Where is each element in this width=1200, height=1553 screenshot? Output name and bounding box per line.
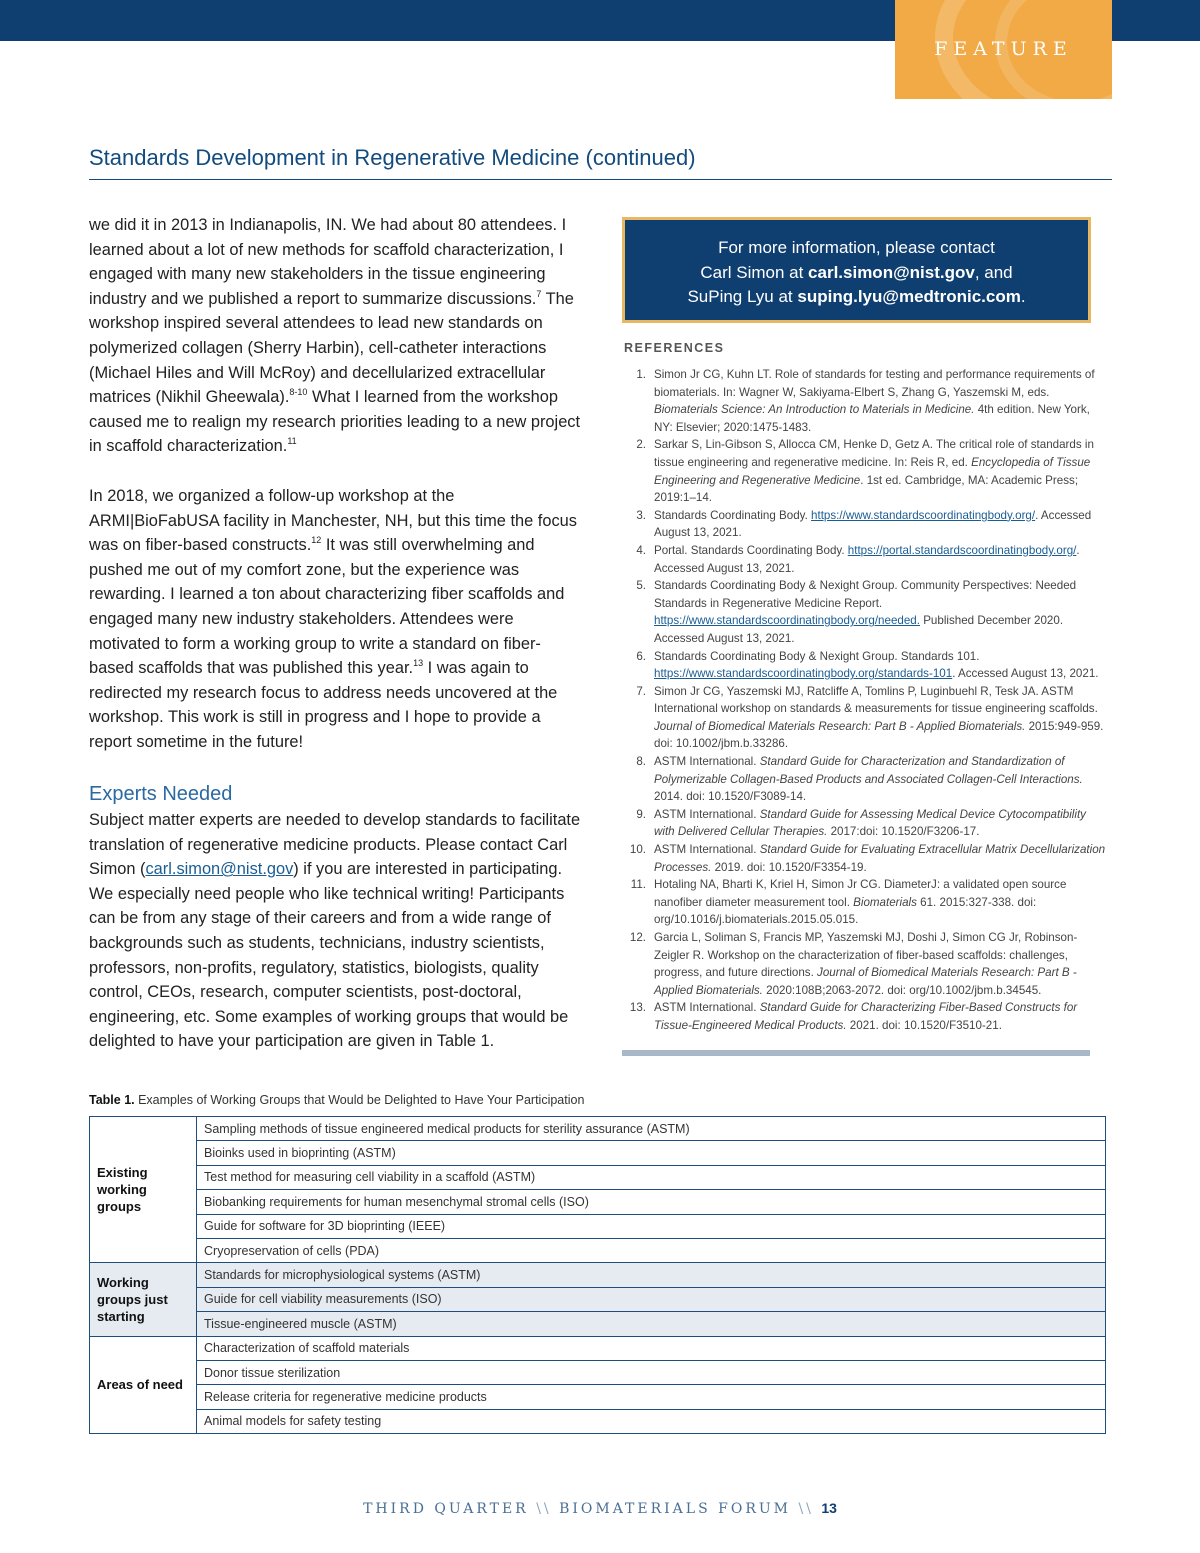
- body-paragraph-2: In 2018, we organized a follow-up workshop at the ARMI|BioFabUSA facility in Manchester, NH, but this time the focus was on fiber-based constructs.$^{12}$ It was still overwhelming and pushed me out of my comfort zone, but the experience was rewarding. I learned a ton about characterizing fiber scaffolds and engaged many new industry stakeholders. Attendees were motivated to form a working group to write a standard on fiber-based scaffolds that was published this year.$^{13}$ I was again to redirected my research focus to address needs uncovered at the workshop. This work is still in progress and I hope to provide a report sometime in the future!: [89, 487, 577, 751]
- table-cell: Sampling methods of tissue engineered medical products for sterility assurance (ASTM): [197, 1117, 1106, 1141]
- reference-item: 7. Simon Jr CG, Yaszemski MJ, Ratcliffe A, Tomlins P, Luginbuehl R, Tesk JA. ASTM International workshop on standards & measurements for tissue engineering scaffolds. Journal of Biomedical Materials Research: Part B - Applied Biomaterials. 2015:949-959. doi: 10.1002/jbm.b.33286.: [636, 684, 1104, 751]
- table-row: [90, 1141, 1106, 1165]
- table-cell: Release criteria for regenerative medicine products: [197, 1385, 1106, 1409]
- reference-item: 8. ASTM International. Standard Guide for Characterization and Standardization of Polymerizable Collagen-Based Products and Associated Collagen-Cell Interactions. 2014. doi: 10.1520/F3089-14.: [636, 755, 1083, 804]
- reference-item: 11. Hotaling NA, Bharti K, Kriel H, Simon Jr CG. DiameterJ: a validated open source nanofiber diameter measurement tool. Biomaterials 61. 2015:327-338. doi: org/10.1016/j.biomaterials.2015.05.015.: [630, 878, 1067, 927]
- table-row: [90, 1190, 1106, 1214]
- feature-tab: [895, 0, 1112, 99]
- table-row: [90, 1312, 1106, 1336]
- table-row: [90, 1165, 1106, 1189]
- title-divider: [89, 179, 1112, 180]
- reference-item: 13. ASTM International. Standard Guide for Characterizing Fiber-Based Constructs for Tissue-Engineered Medical Products. 2021. doi: 10.1520/F3510-21.: [629, 1001, 1078, 1032]
- table-row: [90, 1214, 1106, 1238]
- table-row: [90, 1238, 1106, 1262]
- reference-link[interactable]: https://portal.standardscoordinatingbody.org/: [847, 543, 1077, 557]
- page-title: Standards Development in Regenerative Medicine (continued): [89, 145, 696, 170]
- reference-item: 1. Simon Jr CG, Kuhn LT. Role of standards for testing and performance requirements of biomaterials. In: Wagner W, Sakiyama-Elbert S, Zhang G, Yaszemski M, eds. Biomaterials Science: An Introduction to Materials in Medicine. 4th edition. New York, NY: Elsevier; 2020:1475-1483.: [636, 368, 1095, 434]
- table-cell: Donor tissue sterilization: [197, 1360, 1106, 1384]
- experts-needed-heading: Experts Needed: [89, 783, 233, 805]
- table-row: [90, 1263, 1106, 1287]
- table-row: [90, 1409, 1106, 1433]
- table-cell: Cryopreservation of cells (PDA): [197, 1238, 1106, 1262]
- contact-email-carl[interactable]: carl.simon@nist.gov: [808, 262, 975, 282]
- table-row: [90, 1385, 1106, 1409]
- table-cell: Animal models for safety testing: [197, 1409, 1106, 1433]
- table-row: [90, 1360, 1106, 1384]
- reference-item: 5. Standards Coordinating Body & Nexight Group. Community Perspectives: Needed Standards in Regenerative Medicine Report. https://www.standardscoordinatingbody.org/needed. Published December 2020. Accessed August 13, 2021.: [636, 579, 1077, 645]
- reference-item: 9. ASTM International. Standard Guide for Assessing Medical Device Cytocompatibility with Delivered Cellular Therapies. 2017:doi: 10.1520/F3206-17.: [636, 807, 1086, 839]
- footer-issue: THIRD QUARTER: [363, 1501, 529, 1517]
- reference-link[interactable]: https://www.standardscoordinatingbody.org/needed.: [654, 614, 920, 628]
- table-row: [90, 1287, 1106, 1311]
- page-footer: [0, 1500, 1200, 1517]
- reference-item: 12. Garcia L, Soliman S, Francis MP, Yaszemski MJ, Doshi J, Simon CG Jr, Robinson-Zeigler R. Workshop on the characterization of fiber-based scaffolds: challenges, progress, and future directions. Journal of Biomedical Materials Research: Part B - Applied Biomaterials. 2020:108B;2063-2072. doi: org/10.1002/jbm.b.34545.: [629, 931, 1078, 997]
- page-number: 13: [821, 1500, 837, 1516]
- table-cell: Biobanking requirements for human mesenchymal stromal cells (ISO): [197, 1190, 1106, 1214]
- footer-publication: BIOMATERIALS FORUM: [559, 1501, 791, 1517]
- references-heading: REFERENCES: [624, 341, 725, 355]
- contact-email-suping[interactable]: suping.lyu@medtronic.com: [797, 287, 1021, 306]
- reference-item: 2. Sarkar S, Lin-Gibson S, Allocca CM, Henke D, Getz A. The critical role of standards in tissue engineering and regenerative medicine. In: Reis R, ed. Encyclopedia of Tissue Engineering and Regenerative Medicine. 1st ed. Cambridge, MA: Academic Press; 2019:1–14.: [636, 438, 1094, 505]
- reference-link[interactable]: https://www.standardscoordinatingbody.org/: [811, 508, 1036, 522]
- table-cell: Characterization of scaffold materials: [197, 1336, 1106, 1360]
- table-cell: Bioinks used in bioprinting (ASTM): [197, 1141, 1106, 1165]
- table-cell: Standards for microphysiological systems (ASTM): [197, 1263, 1106, 1287]
- footer-separator: \\: [798, 1501, 814, 1517]
- table-cell: Guide for cell viability measurements (ISO): [197, 1287, 1106, 1311]
- group-label-areas-of-need: Areas of need: [90, 1336, 197, 1434]
- footer-separator: \\: [536, 1501, 552, 1517]
- group-label-starting: Working groups just starting: [90, 1263, 197, 1336]
- contact-info-box: For more information, please contact Carl Simon at carl.simon@nist.gov, and SuPing Lyu at suping.lyu@medtronic.com.: [622, 217, 1091, 323]
- reference-item: 4. Portal. Standards Coordinating Body. https://portal.standardscoordinatingbody.org/. Accessed August 13, 2021.: [636, 543, 1080, 575]
- table-cell: Tissue-engineered muscle (ASTM): [197, 1312, 1106, 1336]
- feature-label: FEATURE: [934, 38, 1073, 60]
- email-link-carl-simon[interactable]: carl.simon@nist.gov: [145, 860, 294, 879]
- references-list: [624, 366, 1109, 1035]
- body-paragraph-3: Subject matter experts are needed to develop standards to facilitate translation of regenerative medicine products. Please contact Carl Simon (carl.simon@nist.gov) if you are interested in participating. We especially need people who like technical writing! Participants can be from any stage of their careers and from a wide range of backgrounds such as students, technicians, industry scientists, professors, non-profits, regulatory, statistics, biologists, quality control, CEOs, research, computer scientists, post-doctoral, engineering, etc. Some examples of working groups that would be delighted to have your participation are given in Table 1.: [89, 811, 581, 1051]
- reference-item: 3. Standards Coordinating Body. https://www.standardscoordinatingbody.org/. Accessed August 13, 2021.: [636, 508, 1092, 540]
- group-label-existing: Existing working groups: [90, 1117, 197, 1263]
- references-divider: [622, 1050, 1090, 1056]
- table-row: [90, 1336, 1106, 1360]
- table-caption: Table 1. Examples of Working Groups that Would be Delighted to Have Your Participation: [89, 1093, 585, 1107]
- reference-item: 10. ASTM International. Standard Guide for Evaluating Extracellular Matrix Decellularization Processes. 2019. doi: 10.1520/F3354-19.: [629, 843, 1106, 874]
- body-paragraph-1: we did it in 2013 in Indianapolis, IN. We had about 80 attendees. I learned about a lot of new methods for scaffold characterization, I engaged with many new stakeholders in the tissue engineering industry and we published a report to summarize discussions.$^7$ The workshop inspired several attendees to lead new standards on polymerized collagen (Sherry Harbin), cell-catheter interactions (Michael Hiles and Will McRoy) and decellularized extracellular matrices (Nikhil Gheewala).$^{8-10}$ What I learned from the workshop caused me to realign my research priorities leading to a new project in scaffold characterization.$^{11}$: [89, 216, 581, 456]
- reference-item: 6. Standards Coordinating Body & Nexight Group. Standards 101. https://www.standardscoordinatingbody.org/standards-101. Accessed August 13, 2021.: [636, 649, 1099, 681]
- table-cell: Guide for software for 3D bioprinting (IEEE): [197, 1214, 1106, 1238]
- table-row: [90, 1117, 1106, 1141]
- working-groups-table: [89, 1116, 1106, 1434]
- table-cell: Test method for measuring cell viability in a scaffold (ASTM): [197, 1165, 1106, 1189]
- reference-link[interactable]: https://www.standardscoordinatingbody.org/standards-101: [654, 667, 953, 681]
